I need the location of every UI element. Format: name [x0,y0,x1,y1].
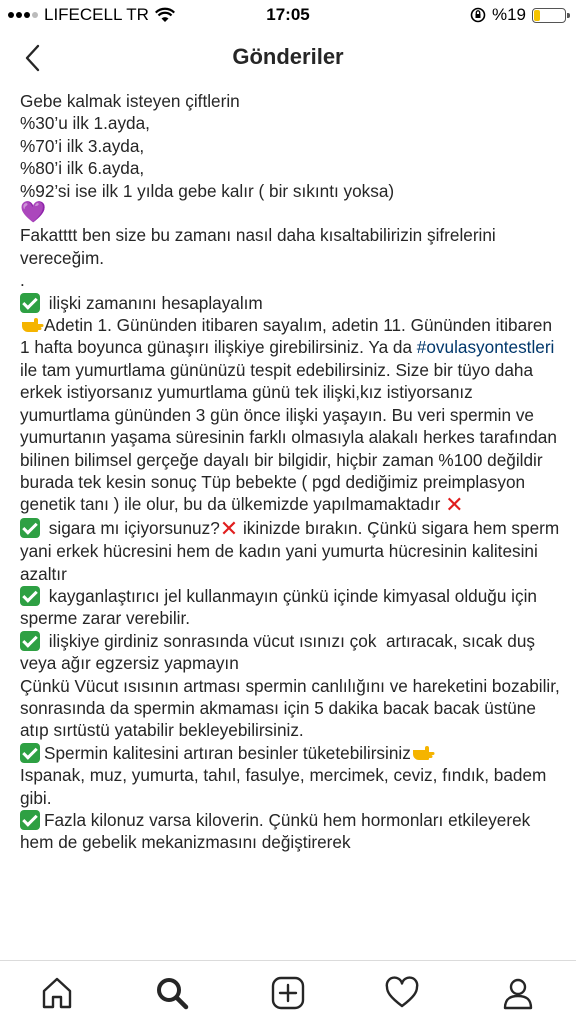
caption-line [20,202,560,224]
check-mark-icon [20,743,40,763]
search-icon [154,975,190,1011]
home-icon [39,975,75,1011]
caption-paragraph [20,585,560,630]
activity-heart-icon [384,975,420,1011]
page-title: Gönderiler [232,44,344,69]
pointing-hand-icon [411,745,435,761]
caption-text: Spermin kalitesini artıran besinler tüketebilirsiniz [44,742,411,763]
caption-text: Adetin 1. Gününden itibaren sayalım, adetin 11. Gününden itibaren 1 hafta boyunca günaşırı ilişkiye girebilirsiniz. Ya da [20,315,557,358]
check-mark-icon [20,293,40,313]
tab-activity[interactable] [384,975,420,1011]
caption-paragraph [20,742,560,809]
caption-line: %30’u ilk 1.ayda, [20,113,150,134]
caption-text: ilişkiye girdiniz sonrasında vücut ısınızı çok artıracak, sıcak duş veya ağır egzersiz yapmayın [20,630,540,674]
tab-home[interactable] [39,975,75,1011]
caption-text: ikinizde bırakın. Çünkü sigara hem sperm yani erkek hücresini hem de kadın yani yumurta hücresinin kalitesini azaltır [20,517,564,584]
caption-paragraph [20,809,560,854]
clock: 17:05 [266,5,310,24]
profile-icon [500,975,536,1011]
caption-paragraph [20,630,560,675]
check-mark-icon [20,810,40,830]
pointing-hand-icon [20,317,44,333]
caption-text: Ispanak, muz, yumurta, tahıl, fasulye, mercimek, ceviz, fındık, badem gibi. [20,765,552,808]
check-mark-icon [20,518,40,538]
caption-line [20,292,560,314]
carrier-name: LIFECELL TR [44,5,149,24]
caption-text: sigara mı içiyorsunuz? [44,517,220,538]
caption-text: kayganlaştırıcı jel kullanmayın çünkü içinde kimyasal olduğu için sperme zarar verebilir. [20,585,542,629]
purple-heart-icon: 💜 [20,201,47,225]
tab-profile[interactable] [500,975,536,1011]
check-mark-icon [20,631,40,651]
check-mark-icon [20,586,40,606]
caption-paragraph: Çünkü Vücut ısısının artması spermin canlılığını ve hareketini bozabilir, sonrasında da spermin akmaması için 5 dakika bacak bacak üstüne atıp sırtüstü yatabilir bekleyebilirsiniz. [20,675,565,741]
navigation-header [0,30,576,86]
caption-line: . [20,270,25,291]
caption-text: ilişki zamanını hesaplayalım [44,292,263,313]
caption-paragraph [20,515,564,585]
add-post-icon [270,975,306,1011]
tab-new-post[interactable] [270,975,306,1011]
battery-icon [532,8,566,23]
caption-line: Fakatttt ben size bu zamanı nasıl daha kısaltabilirizin şifrelerini vereceğim. [20,225,501,268]
red-cross-icon: ✕ [445,492,464,518]
red-cross-icon: ✕ [219,515,239,541]
post-caption [20,90,565,960]
caption-paragraph [20,314,560,517]
status-right [470,5,566,25]
caption-text: Fazla kilonuz varsa kiloverin. Çünkü hem hormonları etkileyerek hem de gebelik mekanizmasını değiştirerek [20,810,536,853]
caption-line: %92’si ise ilk 1 yılda gebe kalır ( bir sıkıntı yoksa) [20,180,395,201]
caption-line: Gebe kalmak isteyen çiftlerin [20,91,240,111]
caption-text: ile tam yumurtlama gününüzü tespit edebilirsiniz. Size bir tüyo daha erkek istiyorsanız yumurtlama günü tek ilişki,kız istiyorsanız yumurtlama gününden 3 gün önce ilişki yaşayın. Bu veri spermin ve yumurtanın yaşama süresinin farklı olmasıyla alakalı herkes tarafından bilinen bilimsel gerçeğe dayalı bir bilgidir, hiçbir zaman %100 değildir burada tek kesin sonuç Tüp bebekte ( pgd dediğimiz preimplasyon genetik tanı ) ile olur, bu da ülkemizde yapılmamaktadır [20,337,562,515]
tab-search[interactable] [154,975,190,1011]
caption-line: %80’i ilk 6.ayda, [20,158,145,179]
orientation-lock-icon [470,7,486,23]
hashtag-link[interactable]: #ovulasyontestleri [416,337,555,358]
battery-percentage: %19 [491,5,526,24]
status-bar [0,0,576,28]
caption-line: %70’i ilk 3.ayda, [20,135,145,156]
bottom-tab-bar [0,960,576,1025]
